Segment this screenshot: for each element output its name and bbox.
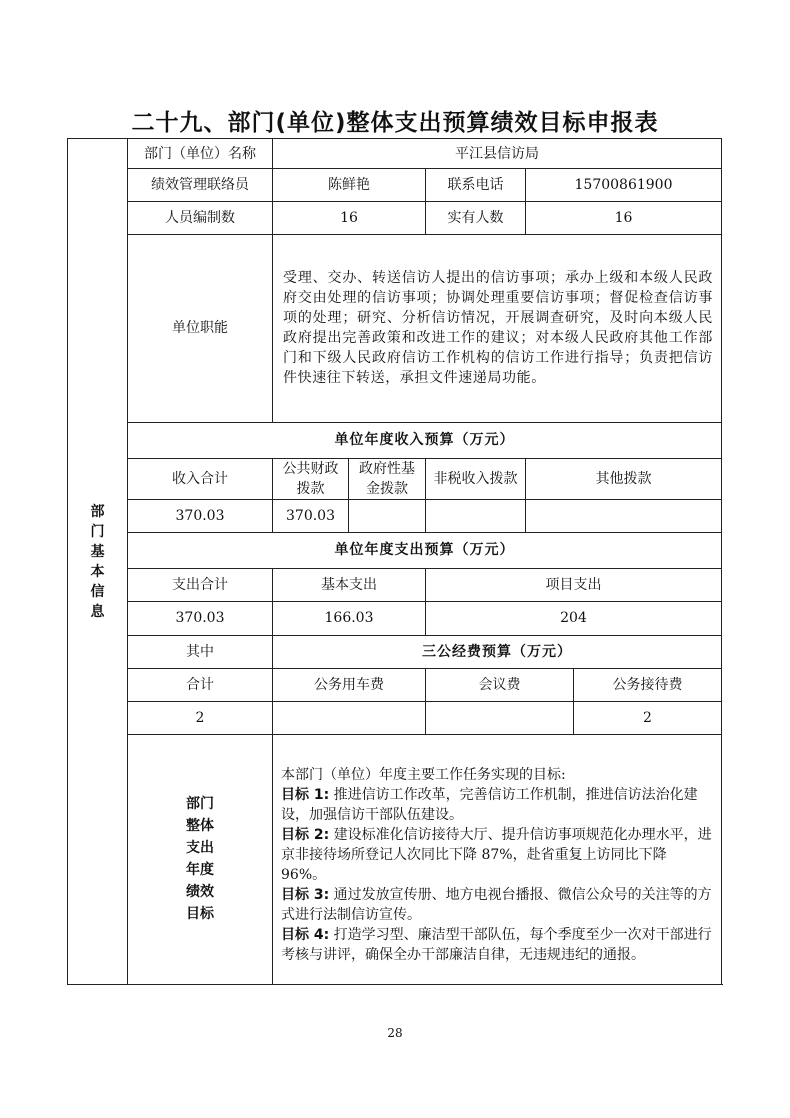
expense-project: 204	[426, 602, 722, 635]
actual-staff-value: 16	[526, 201, 722, 234]
expense-col-total: 支出合计	[128, 569, 273, 602]
duty-label: 单位职能	[128, 234, 273, 422]
contact-label: 绩效管理联络员	[128, 169, 273, 201]
expense-col-project: 项目支出	[426, 569, 722, 602]
goal-item-2: 目标 2: 建设标准化信访接待大厅、提升信访事项规范化办理水平，进京非接待场所登记人次同比下降 87%，赴省重复上访同比下降 96%。	[281, 826, 712, 883]
income-nontax	[426, 500, 526, 532]
dept-name-label: 部门（单位）名称	[128, 139, 273, 169]
three-public-header: 三公经费预算（万元）	[273, 635, 722, 668]
phone-label: 联系电话	[426, 169, 526, 201]
income-col-gov-fund: 政府性基金拨款	[349, 458, 426, 499]
staff-quota-label: 人员编制数	[128, 201, 273, 234]
expense-basic: 166.03	[273, 602, 426, 635]
goals-intro: 本部门（单位）年度主要工作任务实现的目标:	[281, 766, 566, 783]
three-public-reception: 2	[574, 702, 722, 734]
phone-value: 15700861900	[526, 169, 722, 201]
three-public-car	[273, 702, 426, 734]
three-public-col-meeting: 会议费	[426, 668, 574, 701]
page-number: 28	[387, 1026, 403, 1040]
expense-total: 370.03	[128, 602, 273, 635]
page-title: 二十九、部门(单位)整体支出预算绩效目标申报表	[131, 110, 659, 136]
goal-item-1: 目标 1: 推进信访工作改革，完善信访工作机制，推进信访法治化建设，加强信访干部队伍建设。	[281, 786, 698, 823]
dept-name-value: 平江县信访局	[273, 139, 722, 169]
income-public-fin: 370.03	[273, 500, 349, 532]
contact-value: 陈鲜艳	[273, 169, 426, 201]
budget-form-table	[67, 138, 722, 985]
three-public-col-reception: 公务接待费	[574, 668, 722, 701]
three-public-total: 2	[128, 702, 273, 734]
expense-col-basic: 基本支出	[273, 569, 426, 602]
goal-item-4: 目标 4: 打造学习型、廉洁型干部队伍，每个季度至少一次对干部进行考核与讲评，确保全办干部廉洁自律，无违规违纪的通报。	[281, 926, 712, 963]
three-public-col-car: 公务用车费	[273, 668, 426, 701]
income-col-other: 其他拨款	[526, 458, 722, 499]
expense-header: 单位年度支出预算（万元）	[128, 532, 722, 568]
staff-quota-value: 16	[273, 201, 426, 234]
income-gov-fund	[349, 500, 426, 532]
goals-content	[273, 734, 722, 984]
income-col-nontax: 非税收入拨款	[426, 458, 526, 499]
income-total: 370.03	[128, 500, 273, 532]
income-col-public-fin: 公共财政拨款	[273, 458, 349, 499]
income-header: 单位年度收入预算（万元）	[128, 422, 722, 458]
goal-item-3: 目标 3: 通过发放宣传册、地方电视台播报、微信公众号的关注等的方式进行法制信访宣传。	[281, 886, 712, 923]
three-public-meeting	[426, 702, 574, 734]
goals-section-label: 部门整体支出年度绩效目标	[128, 734, 273, 984]
basic-section-label: 部门基本信息	[68, 139, 128, 985]
actual-staff-label: 实有人数	[426, 201, 526, 234]
duty-text: 受理、交办、转送信访人提出的信访事项；承办上级和本级人民政府交由处理的信访事项；协调处理重要信访事项；督促检查信访事项的处理；研究、分析信访情况，开展调查研究，及时向本级人民政府提出完善政策和改进工作的建议；对本级人民政府其他工作部门和下级人民政府信访工作机构的信访工作进行指导；负责把信访件快速往下转送，承担文件速递局功能。	[273, 234, 722, 422]
income-other	[526, 500, 722, 532]
income-col-total: 收入合计	[128, 458, 273, 499]
three-public-col-total: 合计	[128, 668, 273, 701]
of-which-label: 其中	[128, 635, 273, 668]
